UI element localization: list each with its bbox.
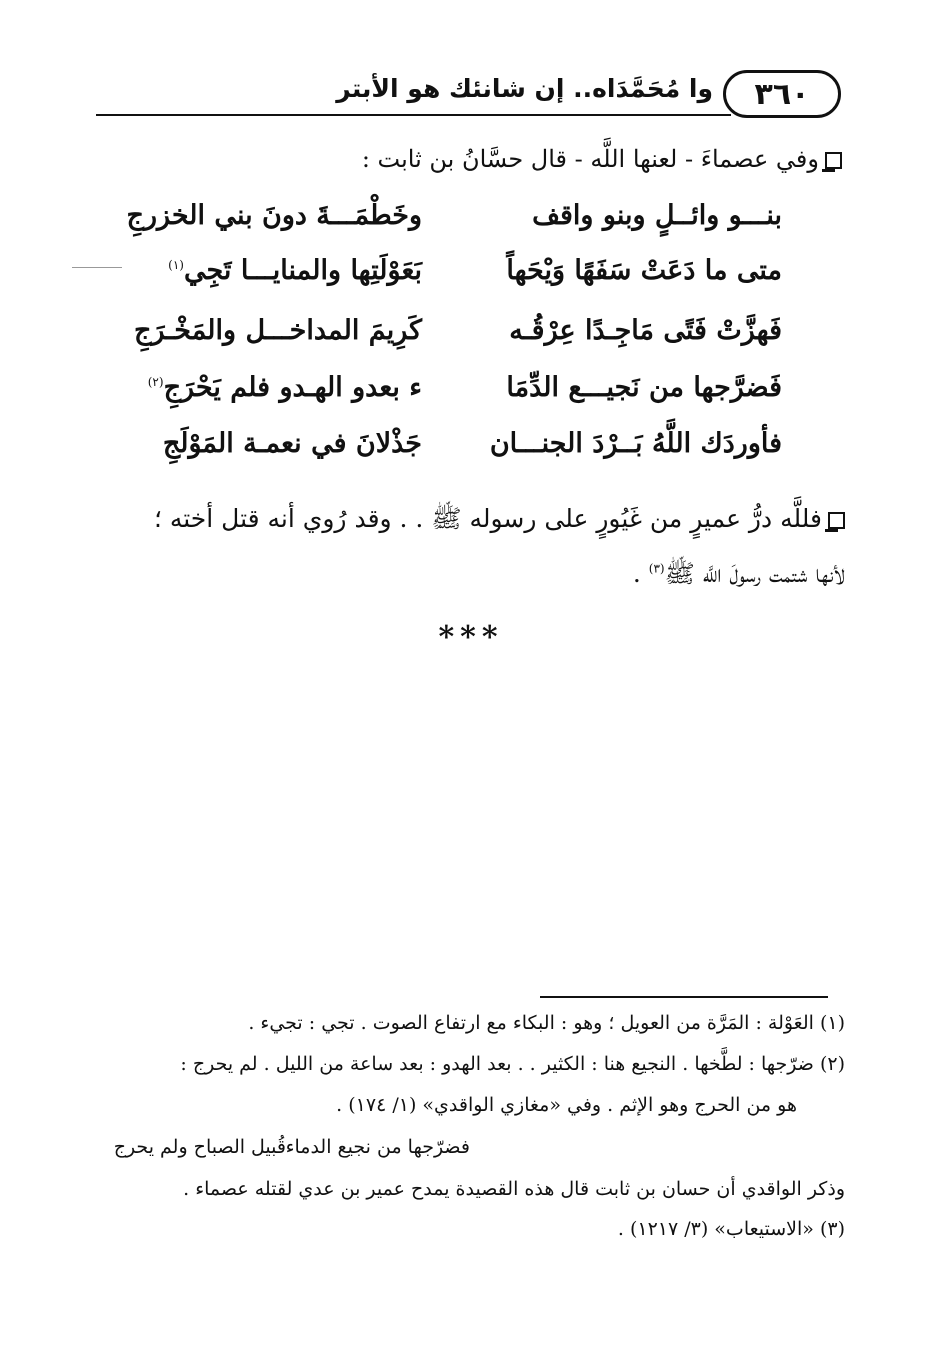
margin-mark — [72, 267, 122, 268]
square-bullet-icon — [828, 512, 845, 529]
section-separator: *** — [438, 620, 504, 655]
verse-2-first: متى ما دَعَتْ سَفَهًا وَيْحَهاً — [506, 255, 782, 286]
footnote-ref-2: (٢) — [147, 375, 164, 389]
footnote-2-verse-first: فضرّجها من نجيع الدماء — [285, 1136, 470, 1158]
footnote-2-verse-second: قُبيل الصباح ولم يحرج — [113, 1136, 286, 1158]
footnote-ref-1: (١) — [168, 258, 184, 272]
verse-3-first: فَهزَّتْ فَتًى مَاجِـدًا عِرْقُـه — [509, 315, 782, 346]
verse-5-first: فأوردَك اللَّهُ بَــرْدَ الجنـــان — [489, 428, 782, 459]
paragraph-line-2 — [633, 558, 845, 595]
square-bullet-icon — [825, 152, 842, 169]
paragraph-text-1: فللَّه درُّ عميرٍ من غَيُورٍ على رسوله ﷺ . . وقد رُوي أنه قتل أخته ؛ — [153, 504, 822, 533]
paragraph-line-1 — [154, 503, 845, 540]
verse-5-second: جَذْلانَ في نعمـة المَوْلَجِ — [162, 428, 422, 459]
verse-3-second: كَرِيمَ المداخـــل والمَخْـرَجِ — [134, 315, 422, 346]
verse-2-second-wrap — [168, 255, 422, 286]
verse-4-first: فَضرَّجها من نَجيـــع الدِّمَا — [506, 372, 782, 403]
footnote-rule — [540, 996, 828, 998]
footnote-3: (٣) «الاستيعاب» (٣/ ١٢١٧) . — [617, 1218, 845, 1240]
footnote-2: (٢) ضرّجها : لطَّخها . النجيع هنا : الكثير . . بعد الهدو : بعد ساعة من الليل . لم يحرج : — [180, 1053, 845, 1075]
footnote-ref-3: (٣) — [648, 561, 665, 576]
intro-line — [362, 145, 842, 173]
header-rule — [96, 114, 731, 116]
paragraph-text-2-end: . — [632, 559, 649, 588]
page-number: ٣٦٠ — [723, 70, 841, 118]
running-title: وا مُحَمَّدَاه.. إن شانئك هو الأبتر — [336, 74, 713, 103]
verse-1-second: وخَطْمَـــةَ دونَ بني الخزرجِ — [126, 200, 422, 231]
paragraph-text-2: لأنها شتمت رسولَ اللَّه ﷺ — [664, 559, 845, 588]
footnote-2-source-note: وذكر الواقدي أن حسان بن ثابت قال هذه القصيدة يمدح عمير بن عدي لقتله عصماء . — [183, 1178, 845, 1200]
verse-4-second-wrap — [148, 372, 422, 403]
footnote-2-continued: هو من الحرج وهو الإثم . وفي «مغازي الواقدي» (١/ ١٧٤) . — [336, 1094, 797, 1116]
verse-4-second: ء بعدو الهـدو فلم يَحْرَجِ — [163, 372, 422, 403]
footnote-1: (١) العَوْلة : المَرَّة من العويل ؛ وهو : البكاء مع ارتفاع الصوت . تجي : تجيء . — [248, 1012, 845, 1034]
verse-2-second: بَعَوْلَتِها والمنايـــا تَجِي — [183, 255, 422, 286]
page-header — [96, 70, 841, 122]
verse-1-first: بنـــو وائــلٍ وبنو واقف — [532, 200, 782, 231]
intro-text: وفي عصماءَ - لعنها اللَّه - قال حسَّانُ بن ثابت : — [361, 145, 819, 173]
